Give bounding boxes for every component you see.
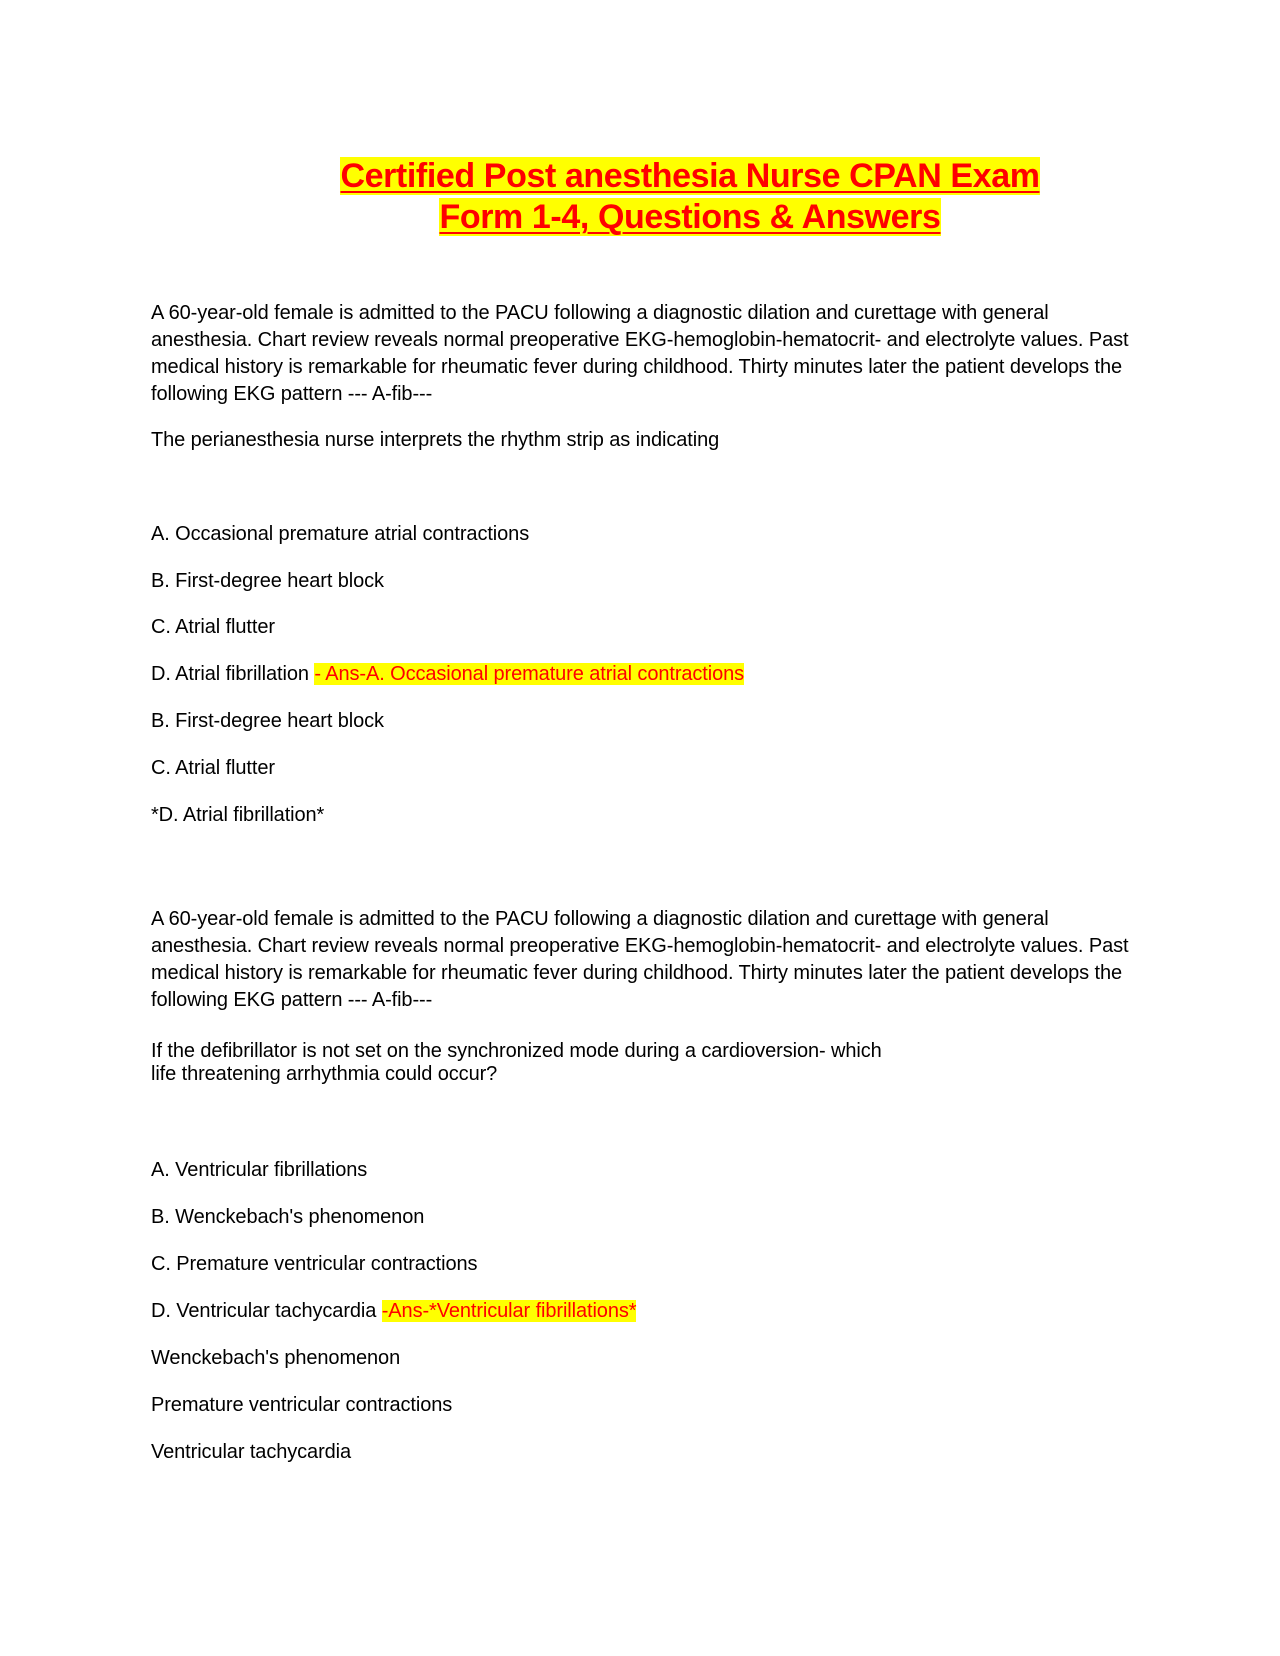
title-line-2: Form 1-4, Questions & Answers: [439, 198, 941, 236]
q1-option-a: A. Occasional premature atrial contractions: [151, 523, 530, 545]
q2-prompt-line-1: If the defibrillator is not set on the synchronized mode during a cardioversion- which: [151, 1040, 882, 1062]
q1-prompt: The perianesthesia nurse interprets the rhythm strip as indicating: [151, 429, 720, 451]
q2-option-a: A. Ventricular fibrillations: [151, 1159, 368, 1181]
q2-prompt-line-2: life threatening arrhythmia could occur?: [151, 1063, 498, 1085]
q1-extra-b: B. First-degree heart block: [151, 710, 384, 732]
q2-option-d-text: D. Ventricular tachycardia: [151, 1300, 377, 1322]
q2-option-c: C. Premature ventricular contractions: [151, 1253, 478, 1275]
q1-answer: - Ans-A. Occasional premature atrial contractions: [314, 663, 745, 685]
q1-extra-d: *D. Atrial fibrillation*: [151, 804, 325, 826]
q2-stem: A 60-year-old female is admitted to the PACU following a diagnostic dilation and curettage with general anesthesia. Chart review reveals normal preoperative EKG-hemoglobin-hematocrit- and electrolyte values. Past medical history is remarkable for rheumatic fever during childhood. Thirty minutes later the patient develops the following EKG pattern --- A-fib---: [151, 908, 1129, 1011]
q1-stem: A 60-year-old female is admitted to the PACU following a diagnostic dilation and curettage with general anesthesia. Chart review reveals normal preoperative EKG-hemoglobin-hematocrit- and electrolyte values. Past medical history is remarkable for rheumatic fever during childhood. Thirty minutes later the patient develops the following EKG pattern --- A-fib---: [151, 302, 1129, 405]
title-line-1: Certified Post anesthesia Nurse CPAN Exam: [340, 157, 1040, 195]
q2-answer: -Ans-*Ventricular fibrillations*: [381, 1300, 637, 1322]
q1-extra-c: C. Atrial flutter: [151, 757, 275, 779]
document-title: [0, 156, 1280, 238]
q1-option-c: C. Atrial flutter: [151, 616, 275, 638]
q1-option-b: B. First-degree heart block: [151, 570, 384, 592]
q2-option-d: [151, 1298, 636, 1325]
q2-extra-1: Wenckebach's phenomenon: [151, 1347, 401, 1369]
q2-extra-3: Ventricular tachycardia: [151, 1441, 352, 1463]
q1-option-d: [151, 661, 744, 688]
q2-option-b: B. Wenckebach's phenomenon: [151, 1206, 425, 1228]
q1-option-d-text: D. Atrial fibrillation: [151, 663, 309, 685]
q2-extra-2: Premature ventricular contractions: [151, 1394, 453, 1416]
